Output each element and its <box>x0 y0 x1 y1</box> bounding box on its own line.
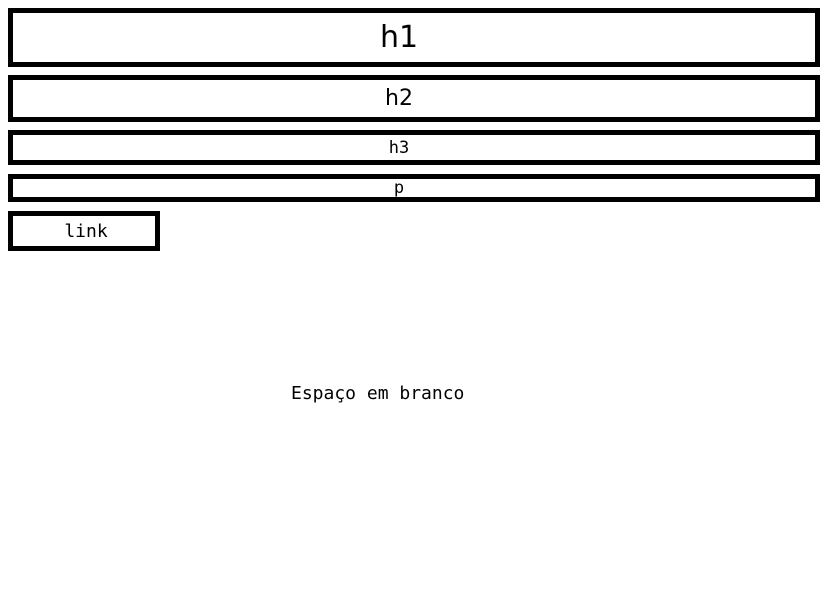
paragraph-placeholder-box <box>8 174 820 202</box>
blank-space-label: Espaço em branco <box>291 383 465 404</box>
paragraph-placeholder-label: p <box>393 178 405 198</box>
h2-placeholder-label: h2 <box>385 86 413 111</box>
h3-placeholder-label: h3 <box>388 137 410 158</box>
link-placeholder-box[interactable] <box>8 211 160 251</box>
link-placeholder-label: link <box>64 220 108 242</box>
h1-placeholder-box <box>8 8 820 67</box>
h2-placeholder-box <box>8 75 820 122</box>
h3-placeholder-box <box>8 130 820 165</box>
h1-placeholder-label: h1 <box>379 20 419 55</box>
